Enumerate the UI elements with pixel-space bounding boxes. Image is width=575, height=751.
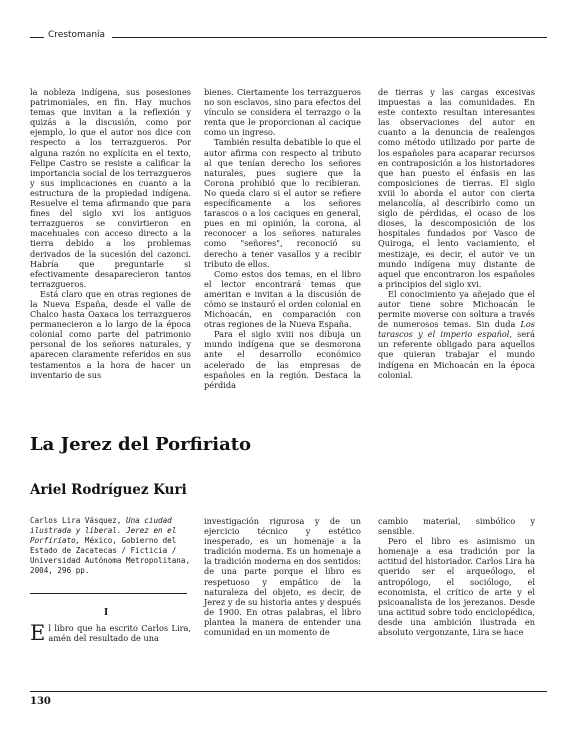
paragraph: de tierras y las cargas excesivas impuestas a las comunidades. En este contexto resultan interesantes las observaciones del autor en cuanto a la denuncia de realengos como método utilizado por parte de los españoles para acaparar recursos en contraposición a los historiadores que han puesto el énfasis en las composiciones de tierras. El siglo xviii lo aborda el autor con cierta melancolía, al describirlo como un siglo de pérdidas, el ocaso de los dioses, la descomposición de los hospitales fundados por Vasco de Quiroga, el lento vaciamiento, el mestizaje, es decir, el autor ve un mundo indígena muy distante de aquel que encontraron los españoles a principios del siglo xvi. [378, 87, 535, 289]
page-number: 130 [30, 696, 51, 707]
section-number: I [104, 608, 109, 618]
paragraph: Está claro que en otras regiones de la Nueva España, desde el valle de Chalco hasta Oaxaca los terrazgueros permanecieron a lo largo de la época colonial como parte del patrimonio personal de los señores naturales, y aparecen claramente referidos en sus testamentos a la hora de hacer un inventario de sus [30, 288, 191, 380]
paragraph: También resulta debatible lo que el autor afirma con respecto al tributo al que tenían derecho los señores naturales, pues sugiere que la Corona prohibió que lo recibieran. No queda claro si el autor se refiere específicamente a los señores tarascos o a los caciques en general, pues en mi opinión, la corona, al reconocer a los señores naturales como "señores", reconoció su derecho a tener vasallos y a recibir tributo de ellos. [204, 137, 361, 269]
reference-details: México, Gobierno del Estado de Zacatecas / Ficticia / Universidad Autónoma Metropolitana, 2004, 296 pp. [30, 536, 191, 576]
top-column-2 [204, 87, 361, 390]
section-title: La Jerez del Porfiriato [30, 434, 252, 455]
paragraph: Para el siglo xviii nos dibuja un mundo indígena que se desmorona ante el desarrollo económico acelerado de las empresas de españoles en la región. Destaca la pérdida [204, 329, 361, 390]
book-reference [30, 516, 191, 577]
header-rule-right [112, 37, 547, 38]
top-column-1 [30, 87, 191, 380]
reference-divider [30, 593, 187, 594]
paragraph: la nobleza indígena, sus posesiones patrimoniales, en fin. Hay muchos temas que invitan a la reflexión y quizás a la discusión, como por ejemplo, lo que el autor nos dice con respecto a los terrazgueros. Por alguna razón no explícita en el texto, Felipe Castro se resiste a calificar la importancia social de los terrazgueros y sus implicaciones en cuanto a la estructura de la propiedad indígena. Resuelve el tema afirmando que para fines del siglo xvi los antiguos terrazgueros se convirtieron en macehuales con acceso directo a la tierra debido a los problemas derivados de la sucesión del cazonci. Habría que preguntarle si efectivamente desaparecieron tantos terrazgueros. [30, 87, 191, 289]
footer-rule [30, 691, 547, 692]
bottom-column-2 [204, 516, 361, 637]
paragraph: l libro que ha escrito Carlos Lira, amén del resultado de una [48, 623, 191, 644]
paragraph [378, 289, 535, 380]
paragraph: cambio material, simbólico y sensible. [378, 516, 535, 537]
paragraph: Pero el libro es asimismo un homenaje a esa tradición por la actitud del historiador. Carlos Lira ha querido ser el arqueólogo, el antropólogo, el sociólogo, el economista, el crítico de arte y el psicoanalista de los jerezanos. Desde una actitud sobre todo enciclopédica, desde una ambición ilustrada en absoluto vergonzante, Lira se hace [378, 536, 535, 638]
paragraph: bienes. Ciertamente los terrazgueros no son esclavos, sino para efectos del vínculo se considera el terrazgo o la renta que le proporcionan al cacique como un ingreso. [204, 87, 361, 138]
running-head: Crestomanía [48, 30, 106, 40]
top-column-3 [378, 87, 535, 380]
book-title: Los tarascos y el imperio español, [378, 319, 535, 340]
paragraph-text: será un referente obligado para aquellos que quieran trabajar el mundo indígena en Michoacán en la época colonial. [378, 329, 535, 380]
bottom-column-1 [30, 623, 191, 643]
paragraph: Como estos dos temas, en el libro el lector encontrará temas que ameritan e invitan a la discusión de cómo se instauró el orden colonial en Michoacán, en comparación con otras regiones de la Nueva España. [204, 268, 361, 330]
paragraph: investigación rigurosa y de un ejercicio técnico y estético inesperado, es un homenaje a la tradición moderna. Es un homenaje a la tradición moderna en dos sentidos: de una parte porque el libro es respetuoso y empático de la naturaleza del objeto, es decir, de Jerez y de su historia antes y después de 1900. En otras palabras, el libro plantea la manera de entender una comunidad en un momento de [204, 516, 361, 638]
reference-author: Carlos Lira Vásquez, [30, 516, 122, 525]
paragraph-text: El conocimiento ya añejado que el autor tiene sobre Michoacán le permite moverse con soltura a través de numerosos temas. Sin duda [378, 288, 535, 330]
header-rule-left [30, 37, 44, 38]
drop-cap: E [30, 621, 46, 645]
bottom-column-3 [378, 516, 535, 637]
author-name: Ariel Rodríguez Kuri [30, 482, 187, 498]
reference-title: Una ciudad ilustrada y liberal. Jerez en el Porfiriato, [30, 516, 177, 546]
